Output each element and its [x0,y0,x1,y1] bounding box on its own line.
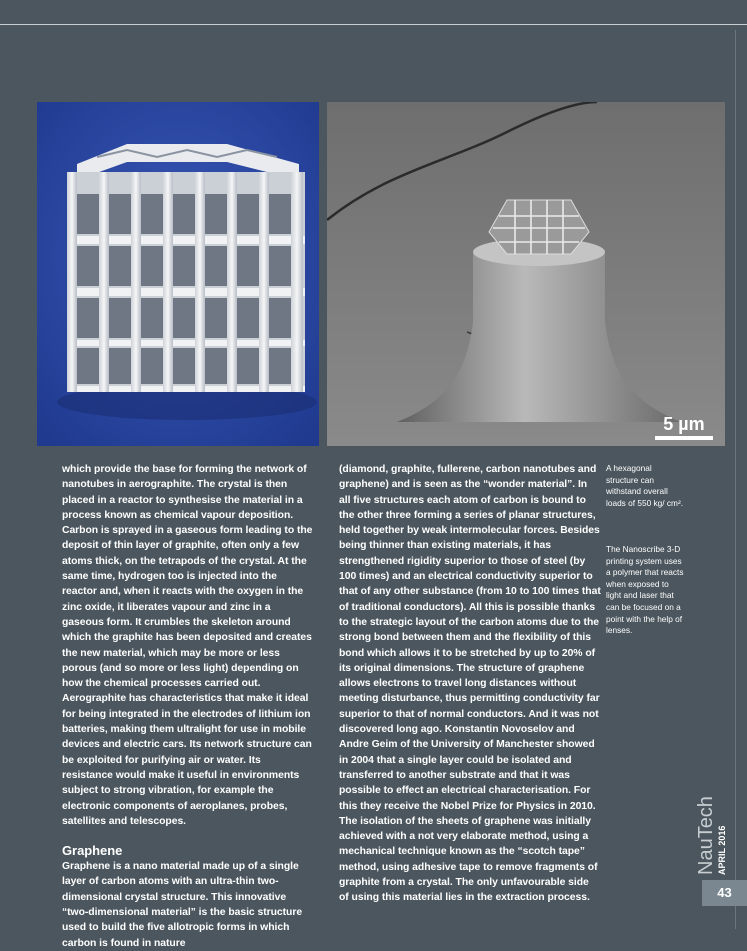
right-rule [735,30,736,929]
body-paragraph: (diamond, graphite, fullerene, carbon nanotubes and graphene) and is seen as the “wonder material”. In all five structures each atom of carbon is bound to the other three forming a series of planar structures, held together by weak intermolecular forces. Besides being thinner than existing materials, it has strengthened rigidity superior to those of steel (by 100 times) and an electrical conductivity superior to that of any other substance (from 10 to 100 times that of traditional conductors). All this is possible thanks to the strategic layout of the carbon atoms due to the strong bond between them and the flexibility of this bond which allows it to be stretched by up to 20% of its original dimensions. The structure of graphene allows electrons to travel long distances without meeting disturbance, thus permitting conductivity far superior to that of normal conductors. And it was not discovered long ago. Konstantin Novoselov and Andre Geim of the University of Manchester showed in 2004 that a single layer could be isolated and transferred to another substrate and that it was possible to effect an electrical characterisation. For this they receive the Nobel Prize for Physics in 2010. The isolation of the sheets of graphene was initially achieved with a not very elaborate method, using a mechanical technique known as the “scotch tape” method, using adhesive tape to remove fragments of graphite from a crystal. The only unfavourable side of using this material lies in the extraction process. [339,464,601,904]
body-paragraph: Graphene is a nano material made up of a single layer of carbon atoms with an ultra-thin two-dimensional crystal structure. This innovative “two-dimensional material” is the basic structure used to build the five allotropic forms in which carbon is found in nature [62,861,303,949]
scale-bar-line [655,436,713,440]
sem-micrograph-photo [327,102,725,446]
body-paragraph: which provide the base for forming the network of nanotubes in aerographite. The crystal is then placed in a reactor to synthesise the material in a process known as chemical vapour deposition. Carbon is sprayed in a gaseous form leading to the deposit of thin layer of graphite, often only a few atoms thick, on the tetrapods of the crystal. At the same time, hydrogen too is injected into the reactor and, when it reacts with the oxygen in the zinc oxide, it liberates vapour and zinc in a gaseous form. It crumbles the skeleton around which the graphite has been deposited and creates the new material, which may be more or less porous (and so more or less light) depending on how the chemical processes carried out. Aerographite has characteristics that make it ideal for being integrated in the electrodes of lithium ion batteries, making them ultralight for use in mobile devices and electric cars. Its network structure can be exploited for purifying air or water. Its resistance would make it useful in environments subject to strong vibration, for example the electronic components of aeroplanes, probes, satellites and telescopes. [62,464,313,827]
caption-nanoscribe: The Nanoscribe 3-D printing system uses a polymer that reacts when exposed to light and laser that can be focused on a point with the help of lenses. [606,544,684,636]
text-column-1 [62,462,314,951]
hexagonal-structure-photo [37,102,319,446]
issue-date: APRIL 2016 [717,825,727,875]
brand-name: NauTech [695,796,717,875]
top-rule [0,24,747,25]
page-number: 43 [702,880,747,906]
magazine-brand [694,796,740,875]
section-heading-graphene: Graphene [62,843,123,859]
caption-hexagonal-structure: A hexagonal structure can withstand overall loads of 550 kg/ cm². [606,463,684,508]
scale-bar-label: 5 µm [663,414,705,434]
text-column-2 [339,462,601,906]
